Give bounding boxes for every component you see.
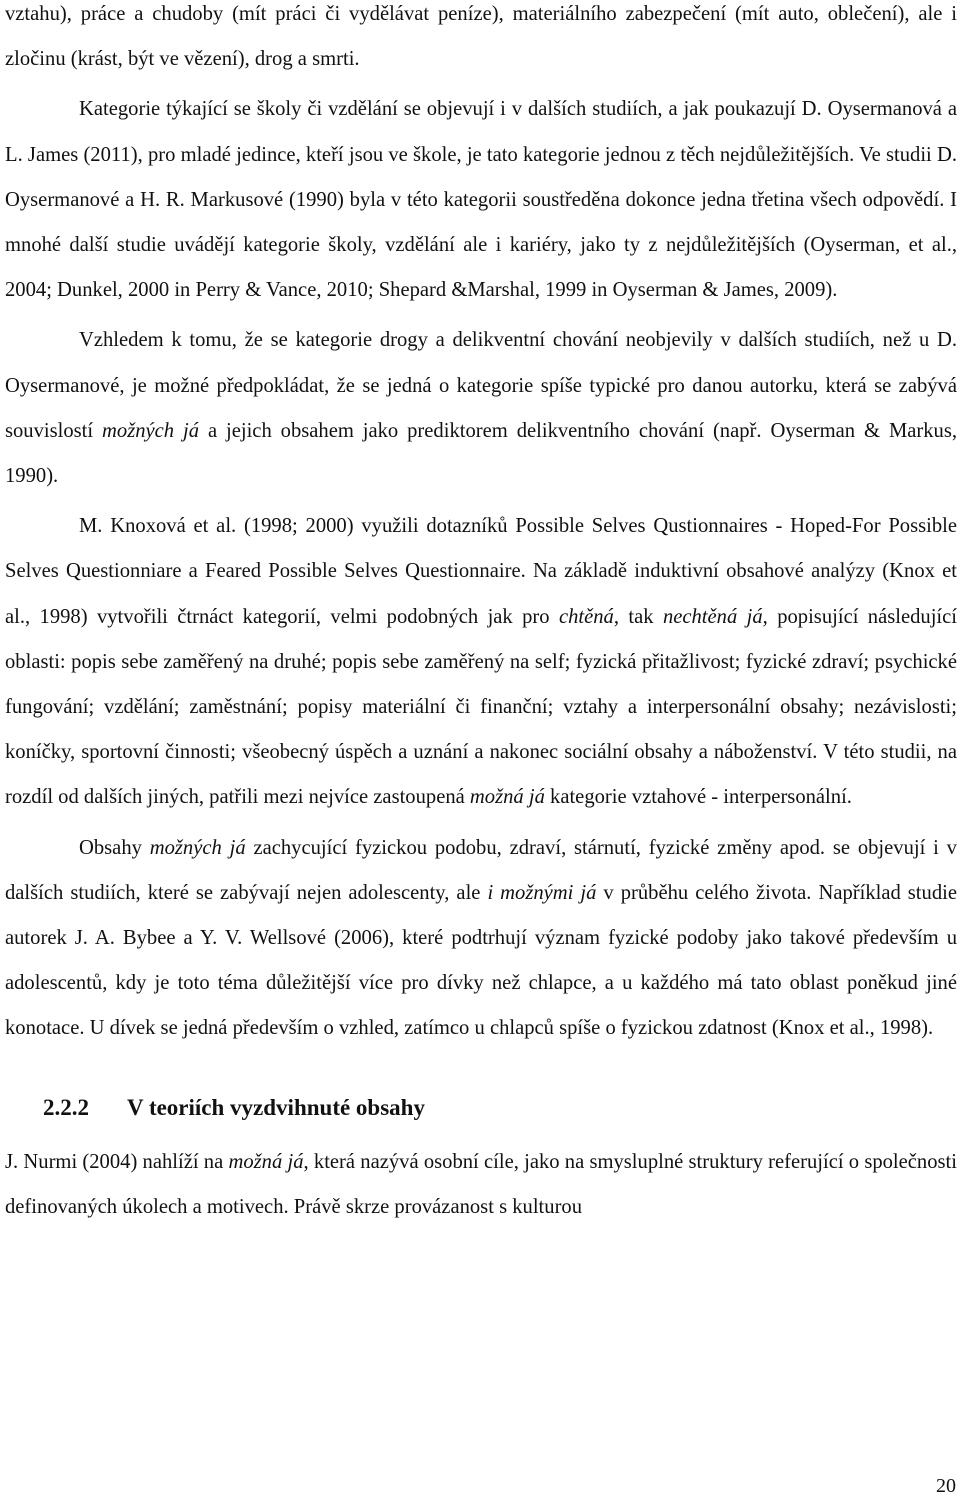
- paragraph-3-text: Vzhledem k tomu, že se kategorie drogy a delikventní chování neobjevily v dalších studiích, než u D. Oysermanové, je možné předpokládat, že se jedná o kategorie spíše typické pro danou autorku, která se zabývá souvislostí: [5, 329, 957, 442]
- paragraph-4-emphasis: nechtěná já: [662, 605, 763, 628]
- paragraph-5-text: v průběhu celého života. Například studie autorek J. A. Bybee a Y. V. Wellsové (2006), které podtrhují význam fyzické podoby jako takové především u adolescentů, kdy je toto téma důležitější více pro dívky než chlapce, a u každého má tato oblast poněkud jiné konotace. U dívek se jedná především o vzhled, zatímco u chlapců spíše o fyzickou zdatnost (Knox et al., 1998).: [5, 881, 957, 1040]
- paragraph-5-emphasis: možných já: [149, 836, 246, 859]
- paragraph-4-text: , popisující následující oblasti: popis sebe zaměřený na druhé; popis sebe zaměřený na self; fyzická přitažlivost; fyzické zdraví; psychické fungování; vzdělání; zaměstnání; popisy materiální či finanční; vztahy a interpersonální obsahy; nezávislosti; koníčky, sportovní činnosti; všeobecný úspěch a uznání a nakonec sociální obsahy a náboženství. V této studii, na rozdíl od dalších jiných, patřili mezi nejvíce zastoupená: [5, 605, 958, 809]
- paragraph-4-text: M. Knoxová et al. (1998; 2000) využili dotazníků Possible Selves Qustionnaires - Hoped-For Possible Selves Questionniare a Feared Possible Selves Questionnaire. Na základě induktivní obsahové analýzy (Knox et al., 1998) vytvořili čtrnáct kategorií, velmi podobných jak pro: [5, 515, 957, 628]
- paragraph-6-text: J. Nurmi (2004) nahlíží na: [5, 1150, 229, 1173]
- paragraph-4-text: , tak: [613, 605, 663, 628]
- page-number: 20: [936, 1475, 956, 1497]
- paragraph-6: [5, 1140, 957, 1230]
- paragraph-5-text: zachycující fyzickou podobu, zdraví, stárnutí, fyzické změny apod. se objevují i v dalších studiích, které se zabývají nejen adolescenty, ale: [5, 836, 957, 904]
- paragraph-5-text: Obsahy: [79, 836, 150, 859]
- section-heading: [43, 1086, 957, 1130]
- paragraph-3-text: a jejich obsahem jako prediktorem delikventního chování (např. Oyserman & Markus, 1990).: [5, 419, 958, 488]
- paragraph-5-emphasis: i možnými já: [487, 881, 597, 904]
- paragraph-4-emphasis: chtěná: [558, 605, 614, 628]
- paragraph-2: Kategorie týkající se školy či vzdělání se objevují i v dalších studiích, a jak poukazují D. Oysermanová a L. James (2011), pro mladé jedince, kteří jsou ve škole, je tato kategorie jednou z těch nejdůležitějších. Ve studii D. Oysermanové a H. R. Markusové (1990) byla v této kategorii soustředěna dokonce jedna třetina všech odpovědí. I mnohé další studie uvádějí kategorie školy, vzdělání ale i kariéry, jako ty z nejdůležitějších (Oyserman, et al., 2004; Dunkel, 2000 in Perry & Vance, 2010; Shepard &Marshal, 1999 in Oyserman & James, 2009).: [5, 98, 957, 302]
- paragraph-4-text: kategorie vztahové - interpersonální.: [544, 786, 852, 809]
- paragraph-1: vztahu), práce a chudoby (mít práci či vydělávat peníze), materiálního zabezpečení (mít auto, oblečení), ale i zločinu (krást, být ve vězení), drog a smrti.: [5, 3, 957, 71]
- paragraph-6-emphasis: možná já: [228, 1150, 304, 1173]
- paragraph-4: [5, 504, 957, 820]
- paragraph-3: [5, 318, 957, 499]
- section-title: V teoriích vyzdvihnuté obsahy: [127, 1094, 425, 1120]
- paragraph-3-emphasis: možných já: [102, 419, 200, 442]
- section-number: 2.2.2: [43, 1094, 89, 1120]
- paragraph-6-text: , která nazývá osobní cíle, jako na smysluplné struktury referující o společnosti definovaných úkolech a motivech. Právě skrze provázanost s kulturou: [5, 1150, 957, 1218]
- paragraph-5: [5, 826, 957, 1052]
- page-content: [5, 0, 957, 1230]
- paragraph-4-emphasis: možná já: [469, 786, 545, 809]
